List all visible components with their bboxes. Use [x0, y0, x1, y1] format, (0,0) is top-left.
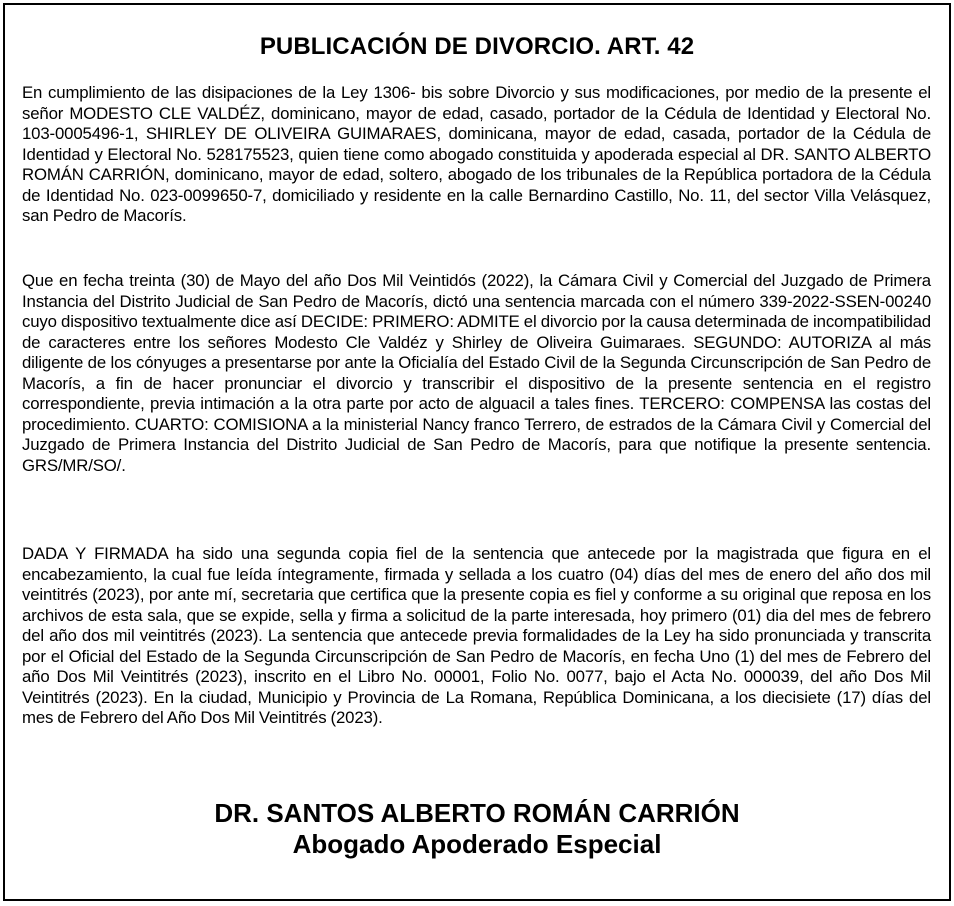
legal-notice: [3, 3, 951, 901]
signature-role: Abogado Apoderado Especial: [292, 829, 662, 859]
notice-title: PUBLICACIÓN DE DIVORCIO. ART. 42: [259, 33, 695, 60]
signature-name: DR. SANTOS ALBERTO ROMÁN CARRIÓN: [214, 798, 740, 828]
signature-block: [5, 798, 949, 860]
paragraph-parties: En cumplimiento de las disipaciones de la Ley 1306- bis sobre Divorcio y sus modificaciones, por medio de la presente el señor MODESTO CLE VALDÉZ, dominicano, mayor de edad, casado, portador de la Cédula de Identidad y Electoral No. 103-0005496-1, SHIRLEY DE OLIVEIRA GUIMARAES, dominicana, mayor de edad, casada, portador de la Cédula de Identidad y Electoral No. 528175523, quien tiene como abogado constituida y apoderada especial al DR. SANTO ALBERTO ROMÁN CARRIÓN, dominicano, mayor de edad, soltero, abogado de los tribunales de la República portadora de la Cédula de Identidad No. 023-0099650-7, domiciliado y residente en la calle Bernardino Castillo, No. 11, del sector Villa Velásquez, san Pedro de Macorís.: [22, 83, 931, 225]
paragraph-certification: DADA Y FIRMADA ha sido una segunda copia fiel de la sentencia que antecede por la magistrada que figura en el encabezamiento, la cual fue leída íntegramente, firmada y sellada a los cuatro (04) días del mes de enero del año dos mil veintitrés (2023), por ante mí, secretaria que certifica que la presente copia es fiel y conforme a su original que reposa en los archivos de esta sala, que se expide, sella y firma a solicitud de la parte interesada, hoy primero (01) dia del mes de febrero del año dos mil veintitrés (2023). La sentencia que antecede previa formalidades de la Ley ha sido pronunciada y transcrita por el Oficial del Estado de la Segunda Circunscripción de San Pedro de Macorís, en fecha Uno (1) del mes de Febrero del año Dos Mil Veintitrés (2023), inscrito en el Libro No. 00001, Folio No. 0077, bajo el Acta No. 000039, del año Dos Mil Veintitrés (2023). En la ciudad, Municipio y Provincia de La Romana, República Dominicana, a los diecisiete (17) días del mes de Febrero del Año Dos Mil Veintitrés (2023).: [22, 544, 931, 727]
paragraph-sentence: Que en fecha treinta (30) de Mayo del año Dos Mil Veintidós (2022), la Cámara Civil y Comercial del Juzgado de Primera Instancia del Distrito Judicial de San Pedro de Macorís, dictó una sentencia marcada con el número 339-2022-SSEN-00240 cuyo dispositivo textualmente dice así DECIDE: PRIMERO: ADMITE el divorcio por la causa determinada de incompatibilidad de caracteres entre los señores Modesto Cle Valdéz y Shirley de Oliveira Guimaraes. SEGUNDO: AUTORIZA al más diligente de los cónyuges a presentarse por ante la Oficialía del Estado Civil de la Segunda Circunscripción de San Pedro de Macorís, a fin de hacer pronunciar el divorcio y transcribir el dispositivo de la presente sentencia en el registro correspondiente, previa intimación a la otra parte por acto de alguacil a tales fines. TERCERO: COMPENSA las costas del procedimiento. CUARTO: COMISIONA a la ministerial Nancy franco Terrero, de estrados de la Cámara Civil y Comercial del Juzgado de Primera Instancia del Distrito Judicial de San Pedro de Macorís, para que notifique la presente sentencia. GRS/MR/SO/.: [22, 271, 931, 475]
